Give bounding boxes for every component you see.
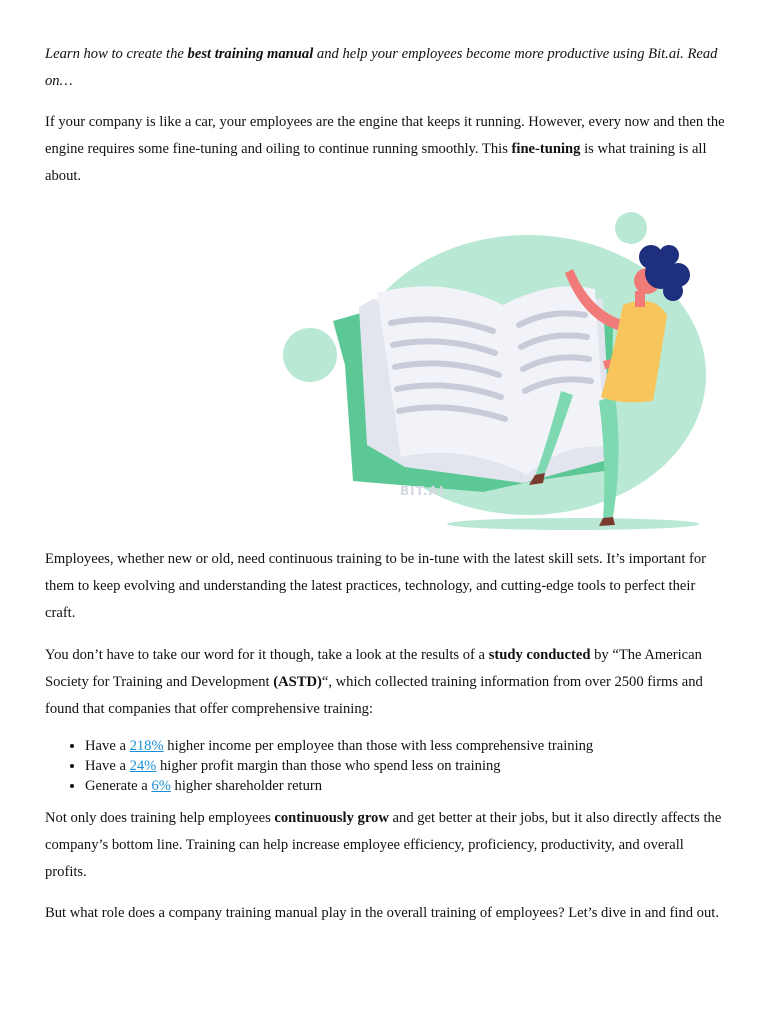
training-stats-list [45, 736, 593, 796]
intro-highlight: best training manual [187, 46, 314, 62]
list-item: • Have a 218% higher income per employee than those with less comprehensive training [85, 736, 593, 756]
list-item: • Have a 24% higher profit margin than those who spend less on training [85, 756, 593, 776]
mint-circle-small [283, 328, 337, 382]
study-highlight: study conducted [488, 647, 591, 663]
intro-paragraph: Learn how to create the best training manual and help your employees become more productive using Bit.ai. Read on… [45, 46, 718, 89]
continuous-training-paragraph: Employees, whether new or old, need continuous training to be in-tune with the latest skill sets. It’s important for them to keep evolving and understanding the latest practices, technology, and cutting-edge tools to perfect their craft. [45, 551, 707, 621]
stat-link-shareholder-return[interactable]: 6% [151, 778, 171, 794]
bit-ai-logo: BIT.AI [400, 484, 445, 498]
list-item: • Generate a 6% higher shareholder return [85, 776, 593, 796]
ground-shadow [447, 518, 699, 530]
stat-link-income[interactable]: 218% [129, 738, 164, 754]
car-analogy-paragraph: If your company is like a car, your employees are the engine that keeps it running. However, every now and then the engine requires some fine-tuning and oiling to continue running smoothly. This fine-tuning is what training is all about. [45, 114, 725, 184]
astd-study-paragraph: You don’t have to take our word for it though, take a look at the results of a study conducted by “The American Society for Training and Development (ASTD)“, which collected training information from over 2500 firms and found that companies that offer comprehensive training: [45, 647, 703, 717]
stat-link-profit-margin[interactable]: 24% [129, 758, 157, 774]
continuous-growth-paragraph: Not only does training help employees continuously grow and get better at their jobs, but it also directly affects the company’s bottom line. Training can help increase employee efficiency, proficiency, productivity, and overall profits. [45, 810, 722, 880]
mint-circle-top [615, 212, 647, 244]
growth-highlight: continuously grow [274, 810, 389, 826]
fine-tuning-highlight: fine-tuning [511, 141, 581, 157]
closing-question-paragraph: But what role does a company training manual play in the overall training of employees? Let’s dive in and find out. [45, 905, 719, 921]
training-manual-illustration [273, 205, 713, 535]
astd-highlight: (ASTD) [273, 674, 322, 690]
